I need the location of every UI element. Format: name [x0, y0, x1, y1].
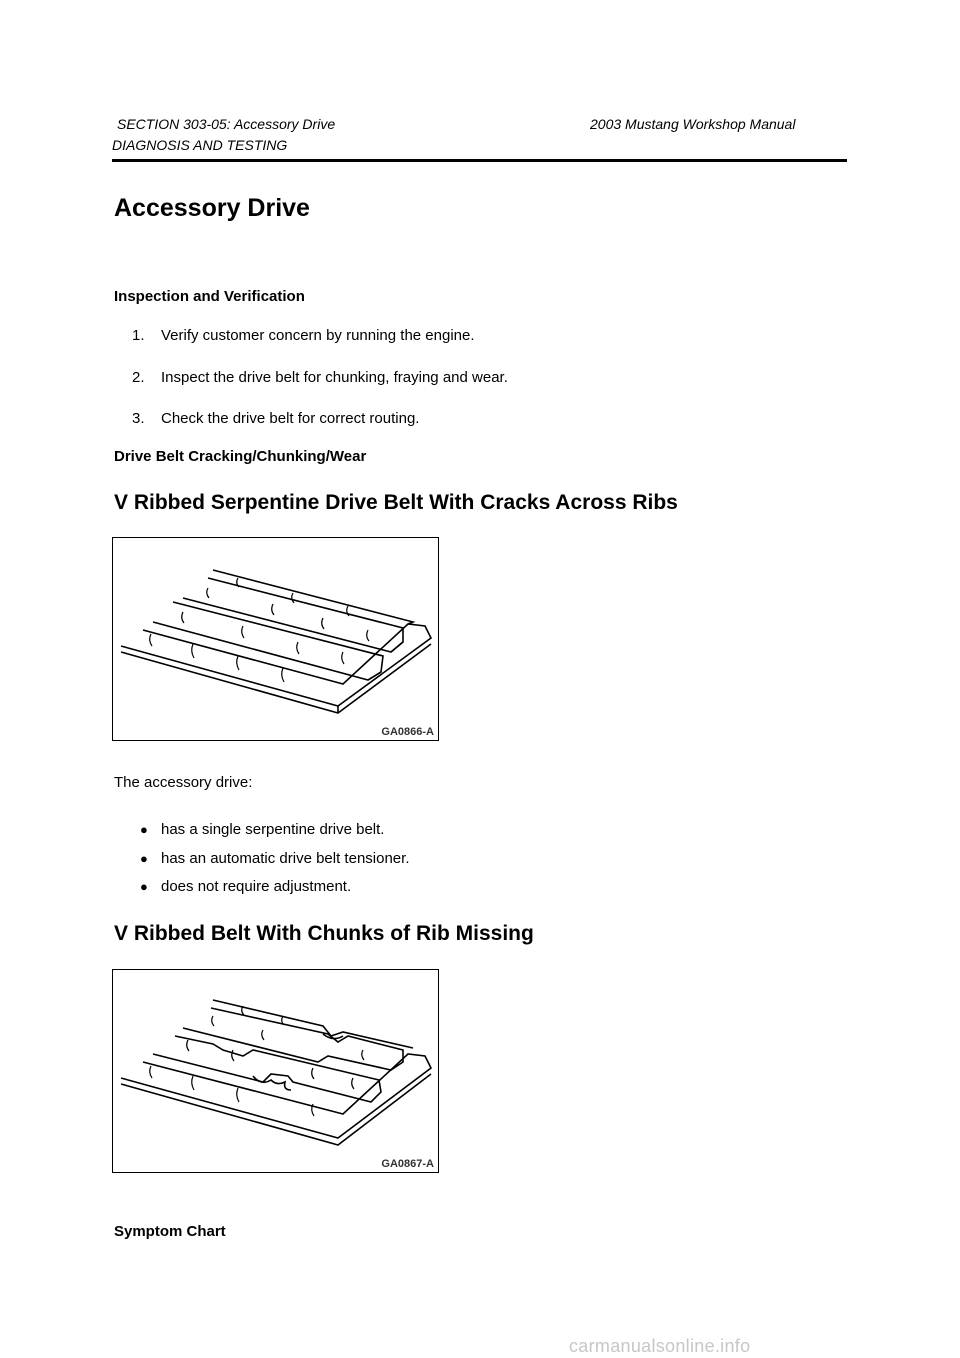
figure-label: GA0867-A: [381, 1158, 434, 1170]
symptom-chart-heading: Symptom Chart: [114, 1223, 226, 1240]
bullet-icon: ●: [140, 851, 148, 866]
bullet-text: does not require adjustment.: [161, 878, 352, 895]
step-item: [132, 369, 508, 386]
header-section: SECTION 303-05: Accessory Drive: [117, 116, 336, 132]
belt-chunks-drawing: [113, 970, 438, 1172]
accessory-intro: The accessory drive:: [114, 774, 253, 791]
bullet-icon: ●: [140, 879, 148, 894]
bullet-text: has an automatic drive belt tensioner.: [161, 850, 410, 867]
step-number: 2.: [132, 369, 145, 386]
header-divider: [112, 159, 847, 162]
belt-cracks-illustration: [112, 537, 439, 741]
step-number: 1.: [132, 327, 145, 344]
wear-heading: Drive Belt Cracking/Chunking/Wear: [114, 448, 367, 465]
step-text: Verify customer concern by running the engine.: [161, 327, 475, 344]
list-item: [140, 850, 409, 867]
list-item: [140, 821, 384, 838]
belt-chunks-illustration: [112, 969, 439, 1173]
belt-cracks-drawing: [113, 538, 438, 740]
step-text: Check the drive belt for correct routing.: [161, 410, 420, 427]
bullet-icon: ●: [140, 822, 148, 837]
step-item: [132, 410, 419, 427]
header-subsection: DIAGNOSIS AND TESTING: [112, 137, 288, 153]
figure-label: GA0866-A: [381, 726, 434, 738]
page-title: Accessory Drive: [114, 194, 310, 222]
step-text: Inspect the drive belt for chunking, fraying and wear.: [161, 369, 508, 386]
figure2-heading: V Ribbed Belt With Chunks of Rib Missing: [114, 922, 534, 945]
bullet-text: has a single serpentine drive belt.: [161, 821, 385, 838]
inspection-heading: Inspection and Verification: [114, 288, 305, 305]
step-number: 3.: [132, 410, 145, 427]
figure1-heading: V Ribbed Serpentine Drive Belt With Cracks Across Ribs: [114, 491, 678, 514]
step-item: [132, 327, 475, 344]
watermark: carmanualsonline.info: [569, 1336, 751, 1356]
header-manual-title: 2003 Mustang Workshop Manual: [590, 116, 796, 132]
list-item: [140, 878, 351, 895]
